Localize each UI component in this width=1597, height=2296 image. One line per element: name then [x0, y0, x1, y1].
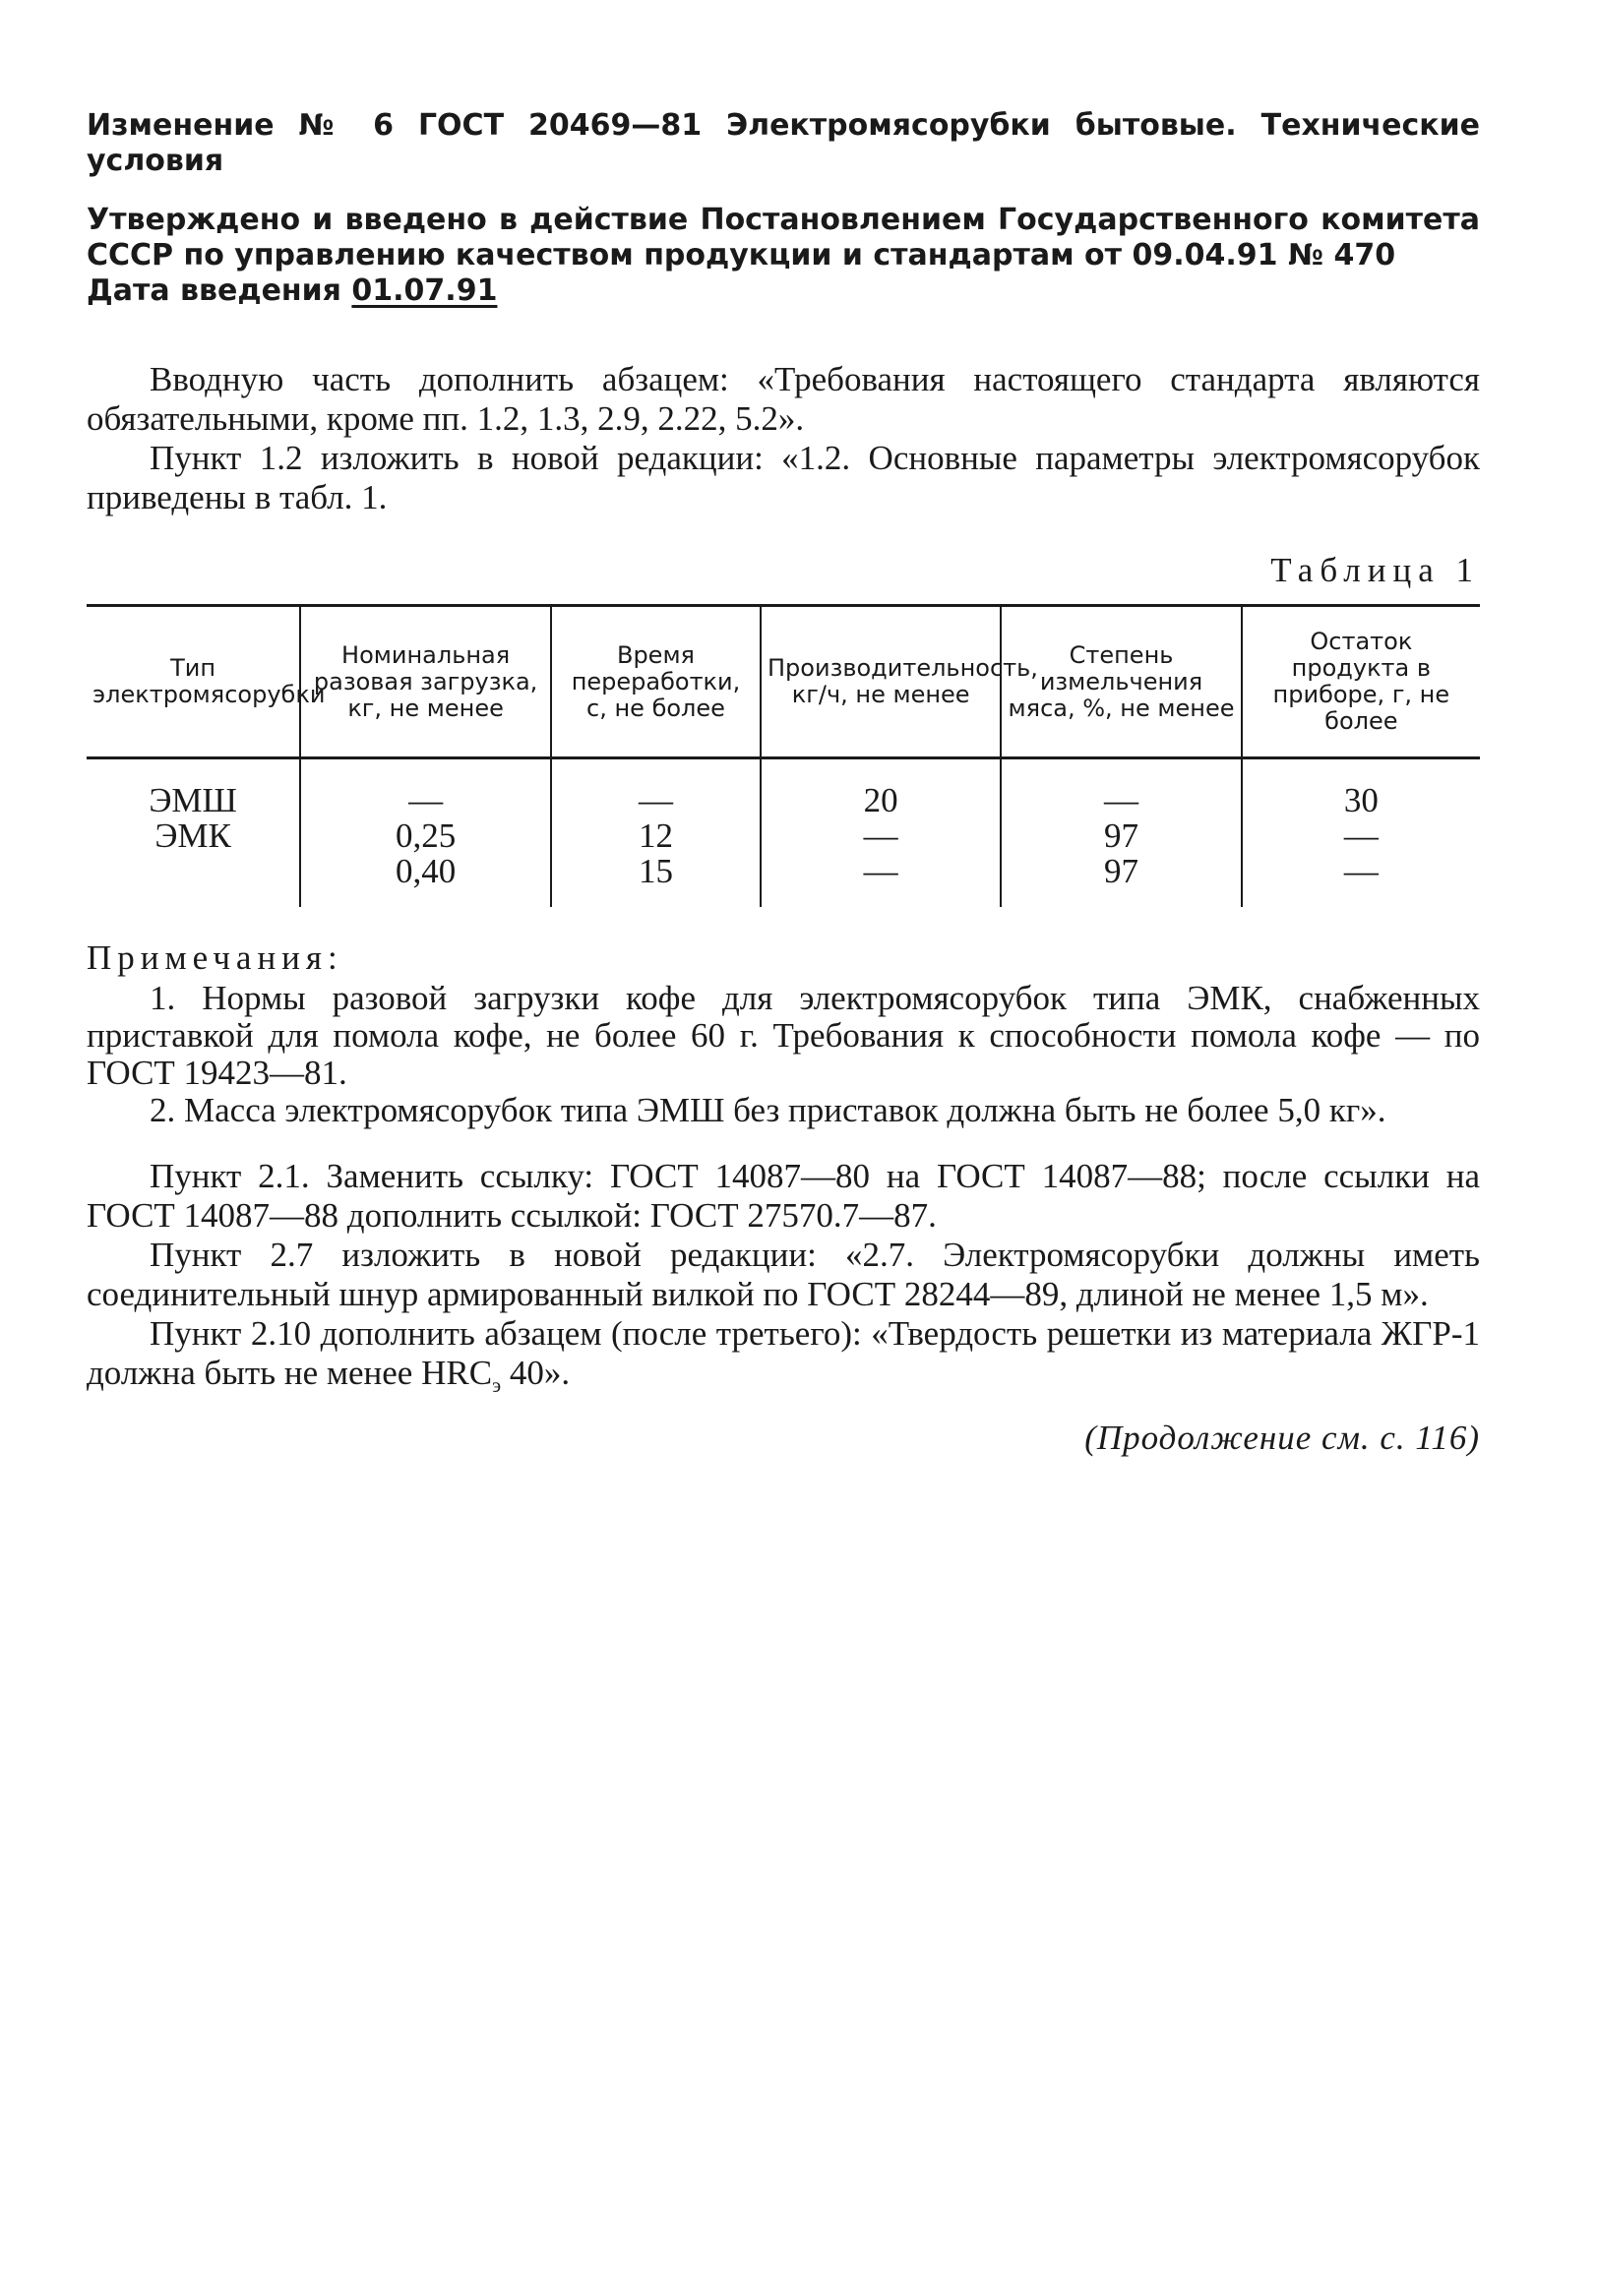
header-grinding: Степень измельчения мяса, %, не менее — [1001, 606, 1241, 758]
note-1: 1. Нормы разовой загрузки кофе для электромясорубок типа ЭМК, снабженных приставкой для помола кофе, не более 60 г. Требования к способности помола кофе — по ГОСТ 19423—81. — [87, 979, 1480, 1092]
amendment-title: Изменение № 6 ГОСТ 20469—81 Электромясорубки бытовые. Технические условия — [87, 108, 1480, 178]
cell-type: ЭМШ ЭМК — [149, 781, 237, 855]
cell-load: — 0,25 0,40 — [300, 758, 551, 908]
header-load: Номинальная разовая загрузка, кг, не менее — [300, 606, 551, 758]
hardness-scale-subscript: э — [492, 1373, 502, 1397]
approval-statement: Утверждено и введено в действие Постановлением Государственного комитета СССР по управлению качеством продукции и стандартам от 09.04.91 № 470 — [87, 203, 1480, 272]
note-2: 2. Масса электромясорубок типа ЭМШ без приставок должна быть не более 5,0 кг». — [150, 1091, 1386, 1129]
amendment-clause-2-7: Пункт 2.7 изложить в новой редакции: «2.7. Электромясорубки должны иметь соединительный шнур армированный вилкой по ГОСТ 28244—89, длиной не менее 1,5 м». — [87, 1236, 1480, 1313]
header-type: Тип электромясорубки — [87, 606, 300, 758]
continuation-note: (Продолжение см. с. 116) — [1084, 1419, 1480, 1457]
effective-date-label: Дата введения — [87, 273, 341, 308]
cell-grinding: — 97 97 — [1001, 758, 1241, 908]
header-productivity: Производительность, кг/ч, не менее — [761, 606, 1001, 758]
document-page — [87, 108, 1480, 1458]
table-row — [87, 758, 1480, 908]
amendment-clause-2-10: Пункт 2.10 дополнить абзацем (после третьего): «Твердость решетки из материала ЖГР-1 должна быть не менее $HRC_э$ 40». — [87, 1314, 1480, 1397]
intro-paragraph-2: Пункт 1.2 изложить в новой редакции: «1.2. Основные параметры электромясорубок приведены в табл. 1. — [87, 439, 1480, 516]
table-caption: Таблица 1 — [1270, 551, 1480, 589]
effective-date-line — [87, 273, 1480, 309]
cell-residue: 30 — — — [1242, 758, 1480, 908]
header-time: Время переработки, с, не более — [551, 606, 761, 758]
table-header-row — [87, 606, 1480, 758]
parameters-table — [87, 604, 1480, 907]
cell-productivity: 20 — — — [761, 758, 1001, 908]
intro-paragraph-1: Вводную часть дополнить абзацем: «Требования настоящего стандарта являются обязательными, кроме пп. 1.2, 1.3, 2.9, 2.22, 5.2». — [87, 360, 1480, 438]
amendment-clause-2-1: Пункт 2.1. Заменить ссылку: ГОСТ 14087—80 на ГОСТ 14087—88; после ссылки на ГОСТ 14087—88 дополнить ссылкой: ГОСТ 27570.7—87. — [87, 1157, 1480, 1235]
cell-time: — 12 15 — [551, 758, 761, 908]
notes-title: Примечания: — [87, 938, 343, 977]
header-residue: Остаток продукта в приборе, г, не более — [1242, 606, 1480, 758]
effective-date-value: 01.07.91 — [351, 273, 498, 308]
